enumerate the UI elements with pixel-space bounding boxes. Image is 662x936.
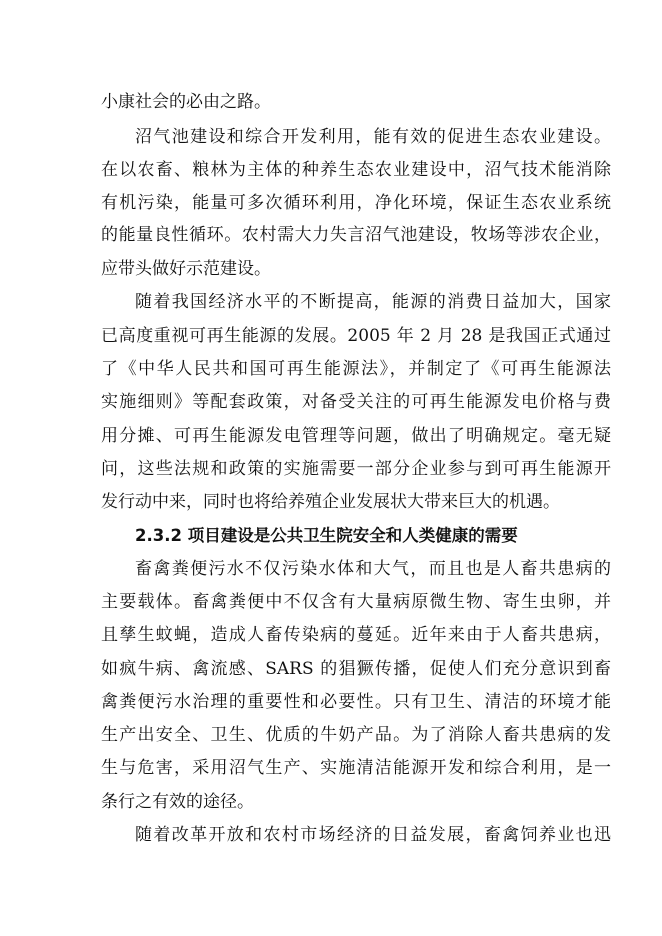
text-line: 了《中华人民共和国可再生能源法》，并制定了《可再生能源法 — [101, 359, 611, 379]
paragraph-first-line: 随着我国经济水平的不断提高，能源的消费日益加大，国家 — [135, 292, 611, 312]
text-line: 且孳生蚊蝇，造成人畜传染病的蔓延。近年来由于人畜共患病， — [101, 625, 611, 645]
text-line: 主要载体。畜禽粪便中不仅含有大量病原微生物、寄生虫卵，并 — [101, 592, 611, 612]
paragraph-first-line: 随着改革开放和农村市场经济的日益发展，畜禽饲养业也迅 — [135, 825, 611, 845]
text-line: 发行动中来，同时也将给养殖企业发展状大带来巨大的机遇。 — [101, 492, 560, 512]
text-line: 在以农畜、粮林为主体的种养生态农业建设中，沼气技术能消除 — [101, 160, 611, 180]
text-line: 如疯牛病、禽流感、SARS 的猖獗传播，促使人们充分意识到畜 — [101, 659, 611, 679]
section-heading: 2.3.2 项目建设是公共卫生院安全和人类健康的需要 — [135, 526, 518, 545]
text-line: 应带头做好示范建设。 — [101, 259, 271, 279]
text-line: 生产出安全、卫生、优质的牛奶产品。为了消除人畜共患病的发 — [101, 725, 611, 745]
text-line: 的能量良性循环。农村需大力失言沼气池建设，牧场等涉农企业， — [101, 225, 611, 245]
text-line: 已高度重视可再生能源的发展。2005 年 2 月 28 是我国正式通过 — [101, 326, 611, 346]
text-line: 用分摊、可再生能源发电管理等问题，做出了明确规定。毫无疑 — [101, 426, 611, 446]
paragraph-first-line: 畜禽粪便污水不仅污染水体和大气，而且也是人畜共患病的 — [135, 559, 611, 579]
text-line: 生与危害，采用沼气生产、实施清洁能源开发和综合利用，是一 — [101, 758, 611, 778]
text-line: 小康社会的必由之路。 — [101, 92, 271, 112]
text-line: 实施细则》等配套政策，对备受关注的可再生能源发电价格与费 — [101, 392, 611, 412]
text-line: 问，这些法规和政策的实施需要一部分企业参与到可再生能源开 — [101, 459, 611, 479]
text-line: 条行之有效的途径。 — [101, 792, 254, 812]
paragraph-first-line: 沼气池建设和综合开发利用，能有效的促进生态农业建设。 — [135, 127, 611, 147]
text-line: 禽粪便污水治理的重要性和必要性。只有卫生、清洁的环境才能 — [101, 692, 611, 712]
text-line: 有机污染，能量可多次循环利用，净化环境，保证生态农业系统 — [101, 193, 611, 213]
